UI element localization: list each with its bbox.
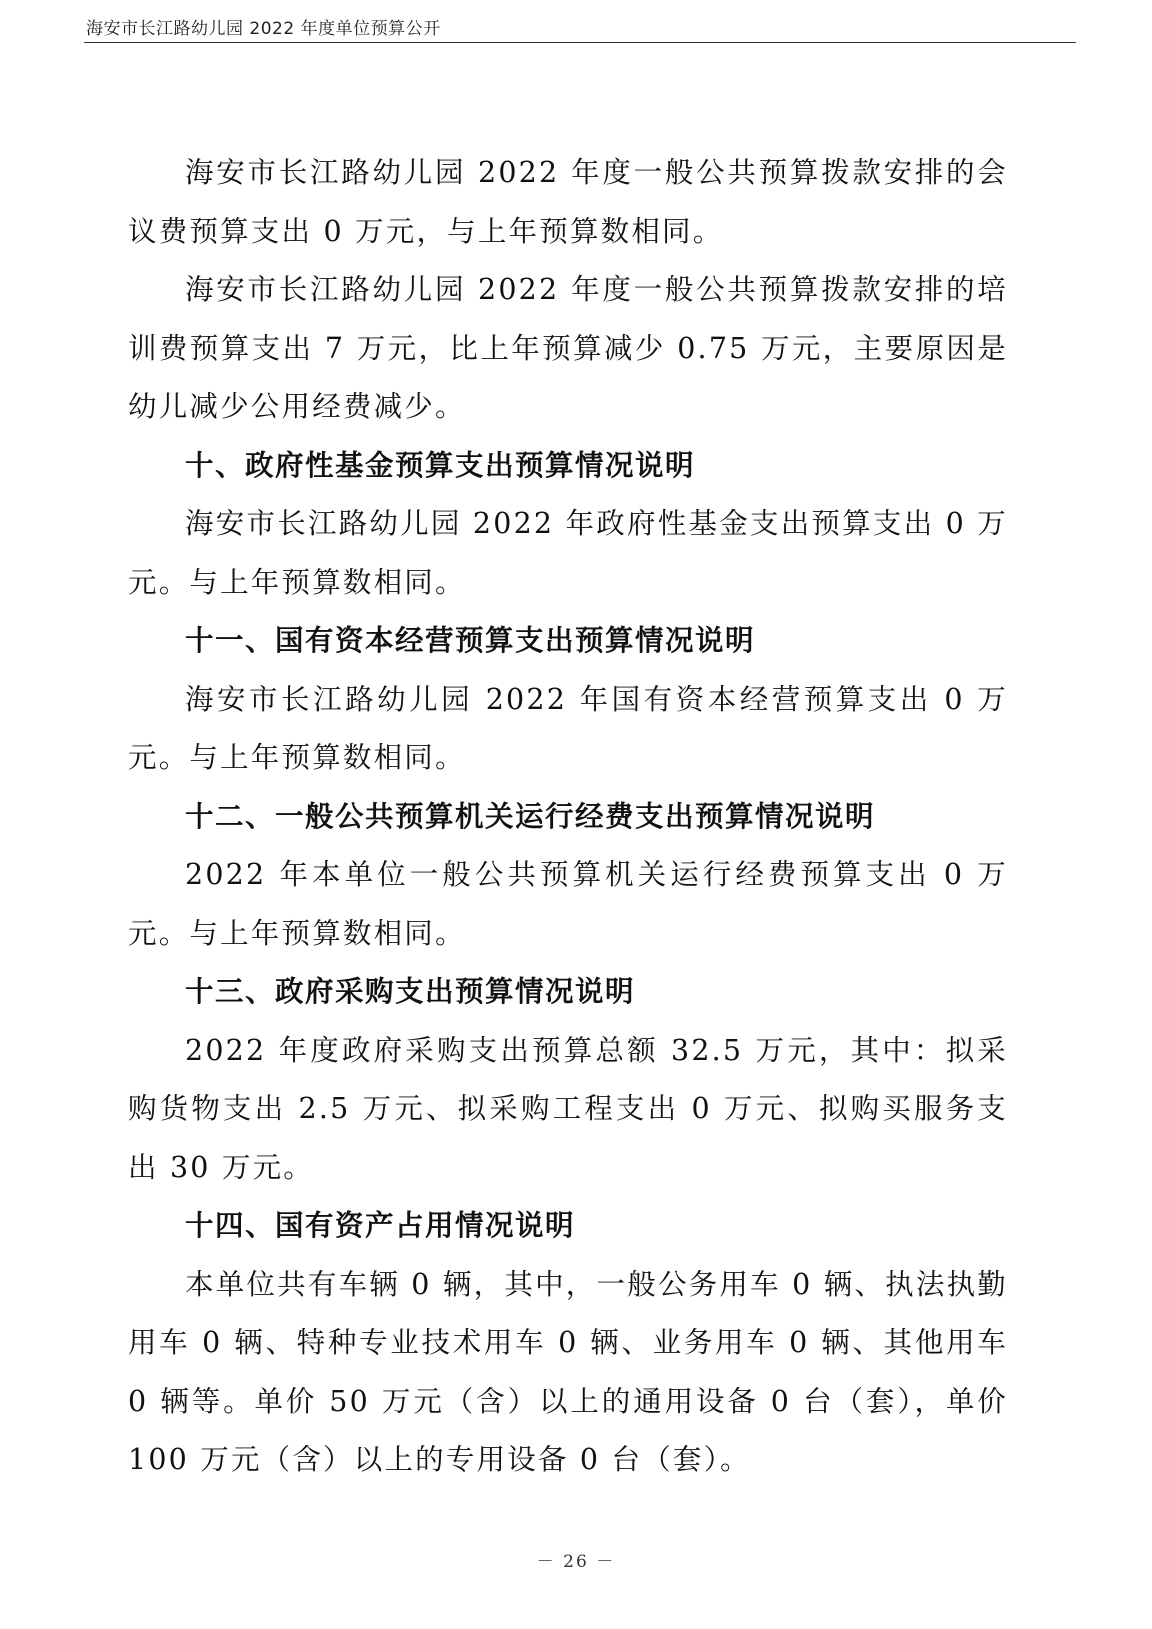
paragraph-training-fee: 海安市长江路幼儿园 2022 年度一般公共预算拨款安排的培训费预算支出 7 万元，比上年预算减少 0.75 万元，主要原因是幼儿减少公用经费减少。 xyxy=(128,273,1008,423)
document-body xyxy=(128,144,1008,1490)
paragraph-state-assets: 本单位共有车辆 0 辆，其中，一般公务用车 0 辆、执法执勤用车 0 辆、特种专业技术用车 0 辆、业务用车 0 辆、其他用车 0 辆等。单价 50 万元（含）以上的通用设备 0 台（套），单价 100 万元（含）以上的专用设备 0 台（套）。 xyxy=(128,1267,1008,1476)
paragraph-state-capital: 海安市长江路幼儿园 2022 年国有资本经营预算支出 0 万元。与上年预算数相同。 xyxy=(128,682,1008,774)
section-heading-12: 十二、一般公共预算机关运行经费支出预算情况说明 xyxy=(185,799,876,833)
section-heading-10: 十、政府性基金预算支出预算情况说明 xyxy=(185,448,696,482)
section-heading-11: 十一、国有资本经营预算支出预算情况说明 xyxy=(185,624,756,657)
running-header: 海安市长江路幼儿园 2022 年度单位预算公开 xyxy=(86,19,441,39)
paragraph-meeting-fee: 海安市长江路幼儿园 2022 年度一般公共预算拨款安排的会议费预算支出 0 万元，与上年预算数相同。 xyxy=(128,156,1008,248)
paragraph-operating-expenses: 2022 年本单位一般公共预算机关运行经费预算支出 0 万元。与上年预算数相同。 xyxy=(128,858,1008,950)
page-number: － 26 － xyxy=(536,1552,616,1572)
section-heading-13: 十三、政府采购支出预算情况说明 xyxy=(185,975,636,1008)
paragraph-procurement: 2022 年度政府采购支出预算总额 32.5 万元，其中：拟采购货物支出 2.5 万元、拟采购工程支出 0 万元、拟购买服务支出 30 万元。 xyxy=(128,1033,1008,1184)
header-divider xyxy=(84,42,1076,43)
section-heading-14: 十四、国有资产占用情况说明 xyxy=(185,1209,576,1242)
paragraph-government-fund: 海安市长江路幼儿园 2022 年政府性基金支出预算支出 0 万元。与上年预算数相同。 xyxy=(128,507,1008,599)
